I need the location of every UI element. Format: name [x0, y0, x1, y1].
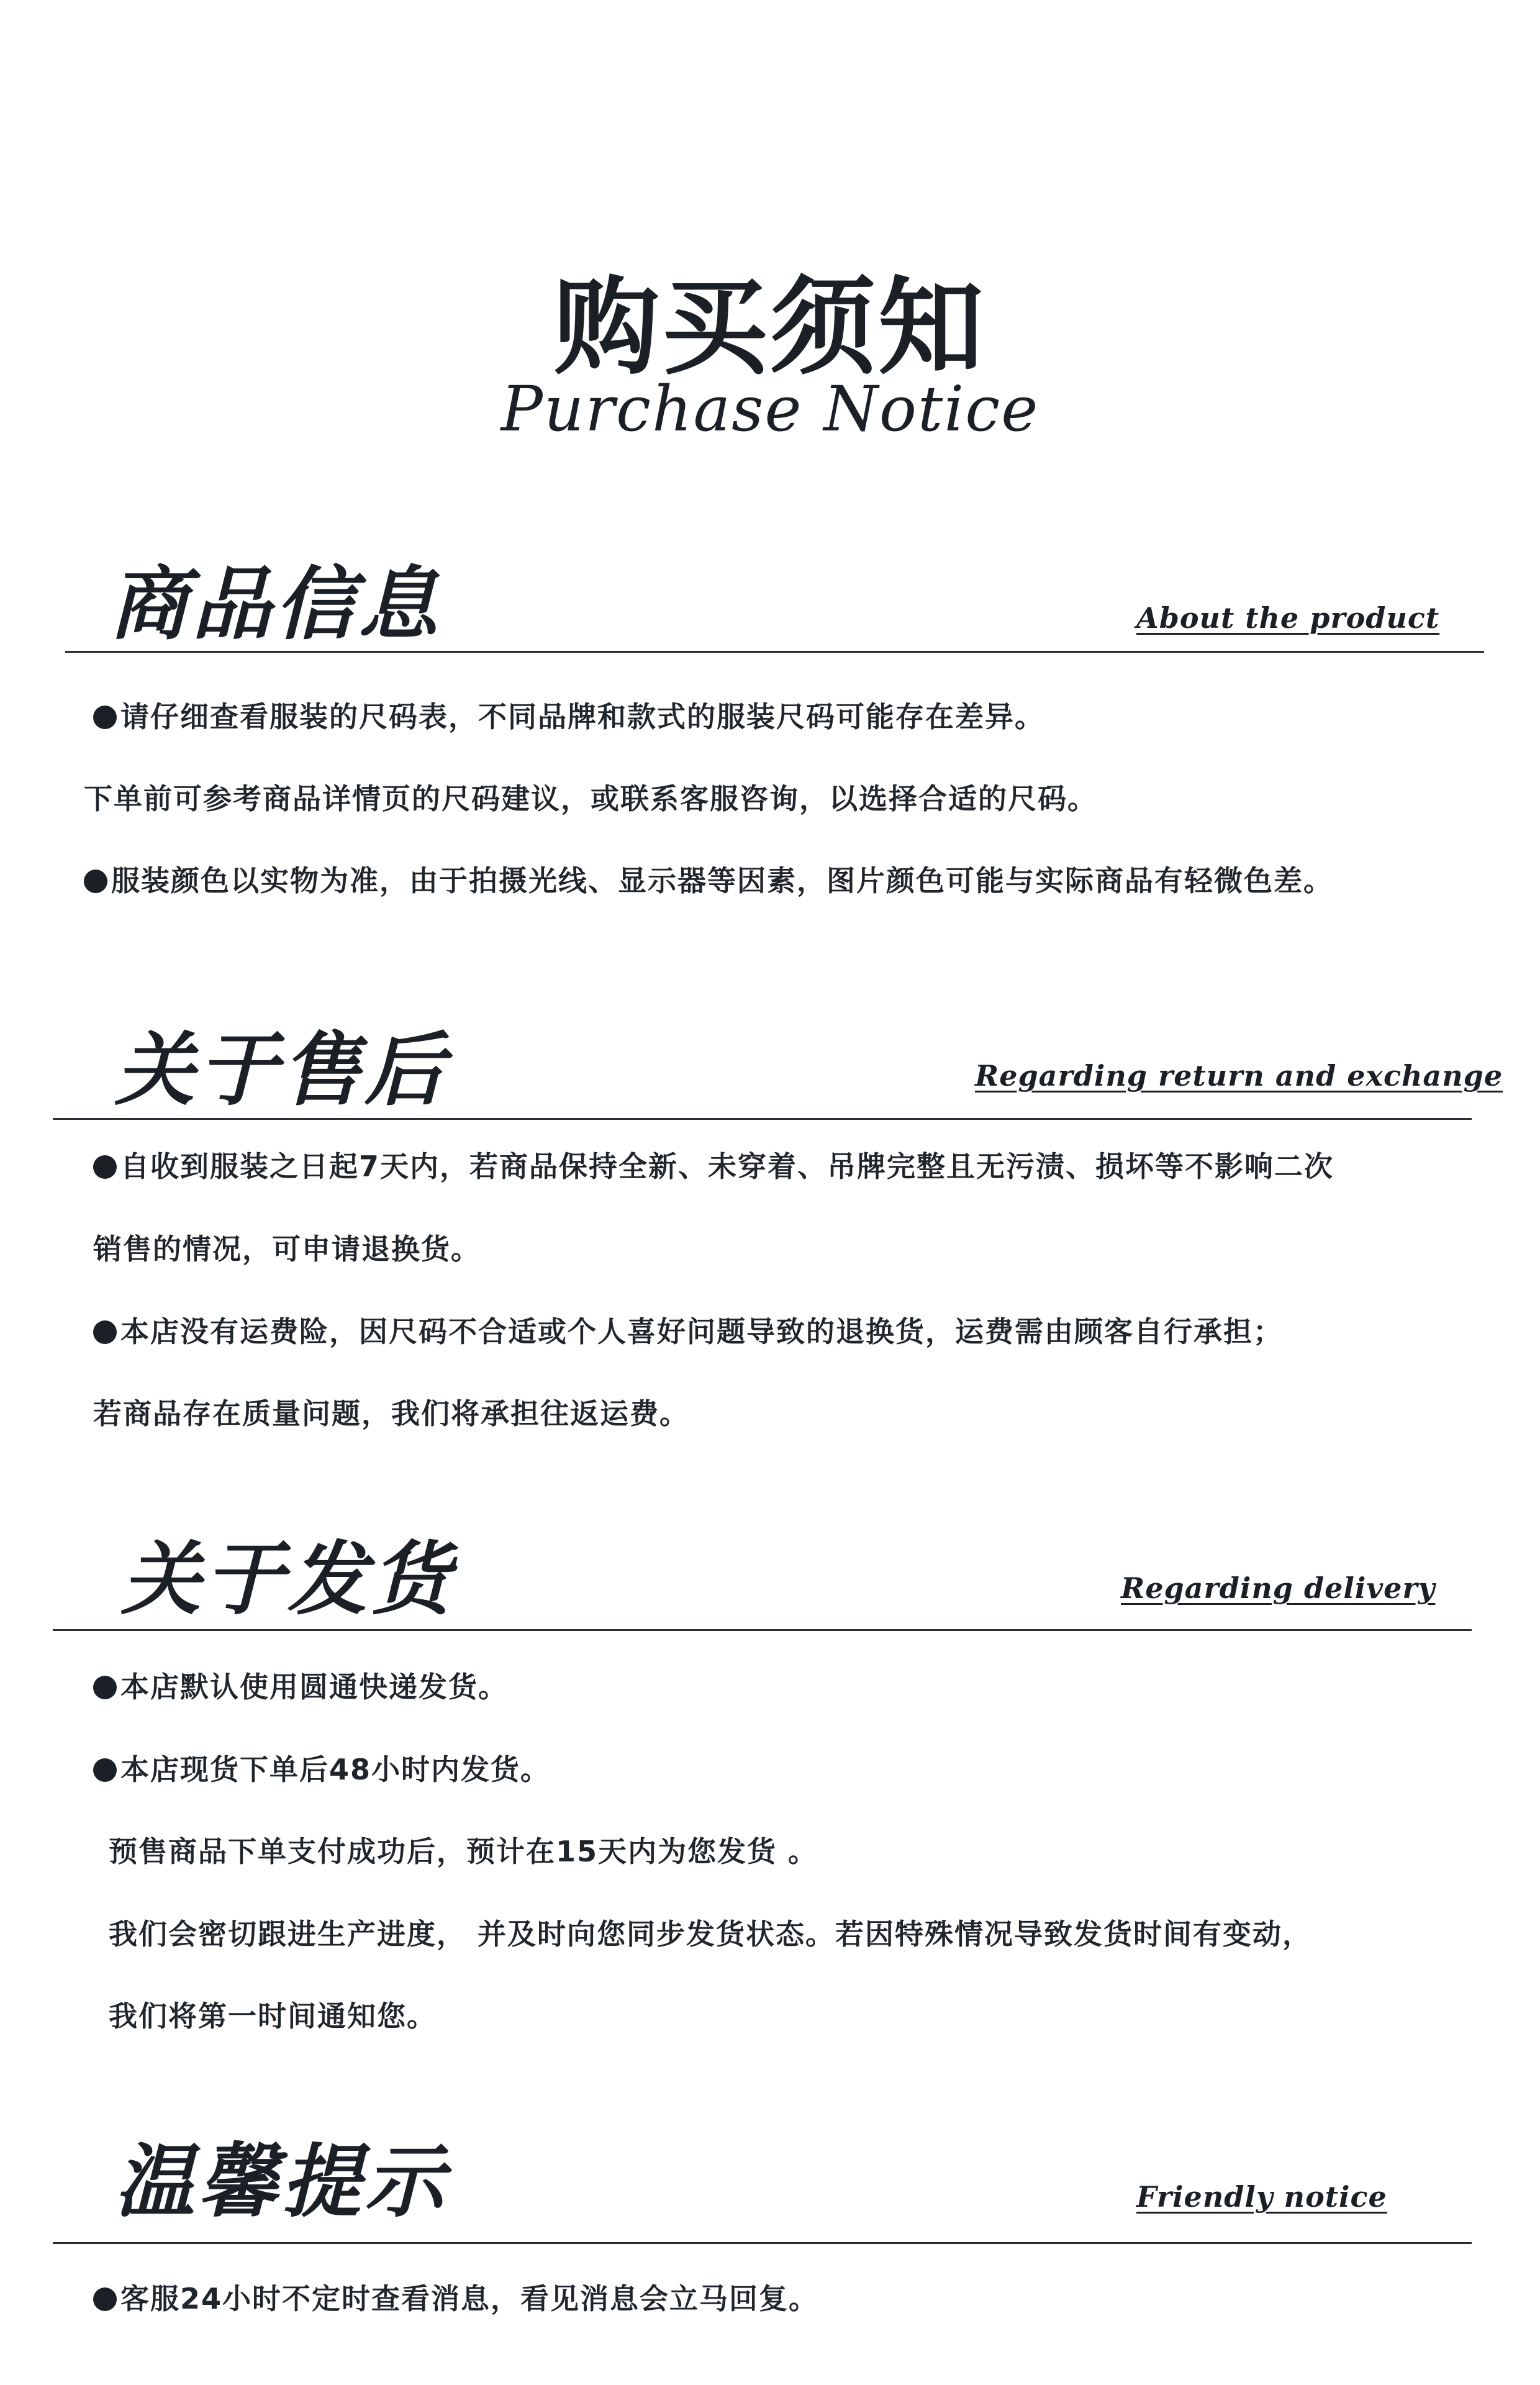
list-item: 服装颜色以实物为准，由于拍摄光线、显示器等因素，图片颜色可能与实际商品有轻微色差。 [84, 858, 1333, 899]
bullet-icon [93, 1155, 117, 1179]
list-item: 客服24小时不定时查看消息，看见消息会立马回复。 [93, 2276, 818, 2317]
section-title-delivery: 关于发货 [121, 1533, 455, 1626]
list-item: 本店没有运费险，因尺码不合适或个人喜好问题导致的退换货，运费需由顾客自行承担； [93, 1309, 1283, 1350]
bullet-icon [93, 706, 117, 729]
bullet-icon [93, 1758, 117, 1782]
bullet-icon [93, 2287, 117, 2311]
bullet-icon [84, 870, 107, 893]
bullet-icon [93, 1676, 117, 1699]
list-item: 本店默认使用圆通快递发货。 [93, 1665, 508, 1706]
section-divider [65, 651, 1484, 653]
section-subtitle-product: About the product [1136, 601, 1440, 635]
list-item: 本店现货下单后48小时内发货。 [93, 1747, 550, 1788]
list-item: 下单前可参考商品详情页的尺码建议，或联系客服咨询，以选择合适的尺码。 [84, 782, 1097, 815]
section-subtitle-after-sales: Regarding return and exchange [975, 1059, 1503, 1093]
section-subtitle-tips: Friendly notice [1136, 2180, 1387, 2214]
section-title-after-sales: 关于售后 [115, 1024, 448, 1117]
list-item: 我们会密切跟进生产进度， 并及时向您同步发货状态。若因特殊情况导致发货时间有变动， [109, 1917, 1313, 1951]
section-divider [53, 1629, 1472, 1631]
list-item: 我们将第一时间通知您。 [109, 1999, 437, 2033]
bullet-icon [93, 1320, 117, 1344]
section-title-tips: 温馨提示 [115, 2136, 448, 2228]
list-item: 预售商品下单支付成功后，预计在15天内为您发货 。 [109, 1835, 818, 1868]
list-item: 自收到服装之日起7天内，若商品保持全新、未穿着、吊牌完整且无污渍、损坏等不影响二次 [93, 1144, 1334, 1185]
section-divider [53, 1118, 1472, 1120]
list-item: 若商品存在质量问题，我们将承担往返运费。 [93, 1397, 689, 1430]
page-title: 购买须知 [553, 265, 986, 389]
section-divider [53, 2242, 1472, 2244]
list-item: 销售的情况，可申请退换货。 [93, 1232, 481, 1266]
list-item: 请仔细查看服装的尺码表，不同品牌和款式的服装尺码可能存在差异。 [93, 694, 1044, 735]
section-title-product: 商品信息 [109, 558, 442, 651]
page-subtitle: Purchase Notice [500, 373, 1040, 445]
section-subtitle-delivery: Regarding delivery [1121, 1571, 1436, 1605]
